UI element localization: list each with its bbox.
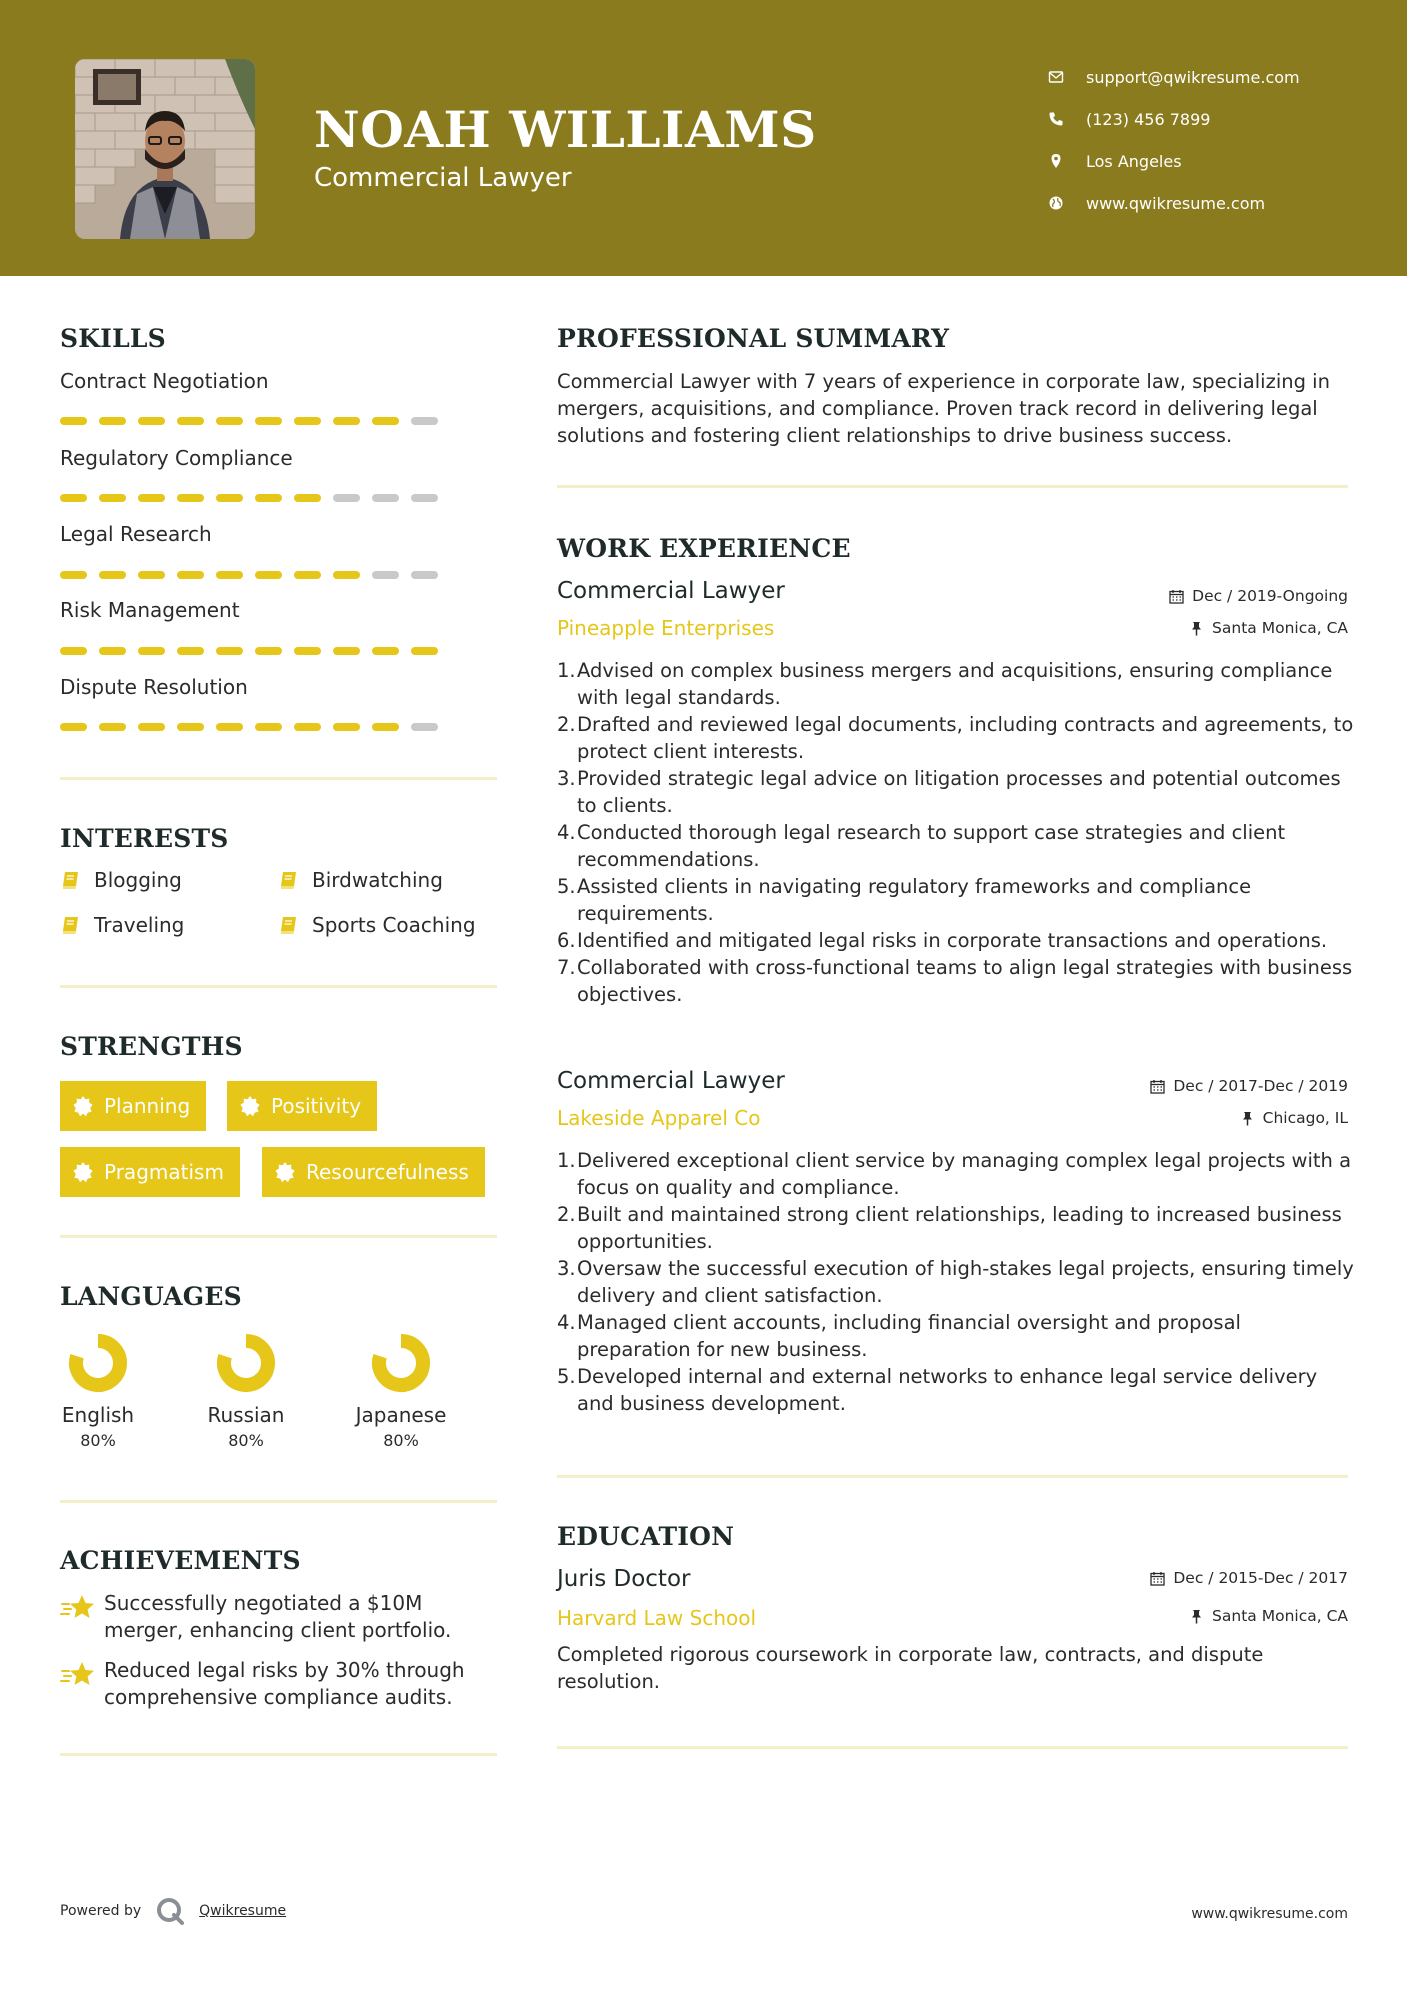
interest-item [60, 913, 184, 937]
language-percent: 80% [383, 1431, 419, 1450]
job-bullet-text: Advised on complex business mergers and acquisitions, ensuring compliance with legal standards. [577, 659, 1333, 709]
skill-dot-filled [138, 494, 165, 502]
star-icon [60, 1592, 96, 1624]
interest-label: Sports Coaching [312, 913, 476, 937]
job-dates [1150, 1077, 1348, 1095]
strength-label: Positivity [271, 1094, 362, 1118]
map-pin-icon [1048, 153, 1086, 169]
skill-dot-filled [99, 494, 126, 502]
contact-phone-text: (123) 456 7899 [1086, 109, 1211, 129]
strength-label: Pragmatism [104, 1160, 224, 1184]
language-item [38, 1331, 158, 1450]
education-location [1189, 1607, 1348, 1625]
skill-name: Regulatory Compliance [60, 446, 293, 470]
job-bullet-text: Conducted thorough legal research to support case strategies and client recommendations. [577, 821, 1286, 871]
globe-icon [1048, 195, 1086, 211]
skill-dot-filled [255, 723, 282, 731]
section-divider [557, 1475, 1348, 1478]
section-divider [60, 1235, 497, 1238]
interest-label: Blogging [94, 868, 182, 892]
skill-dot-filled [411, 647, 438, 655]
skill-dot-filled [216, 417, 243, 425]
language-name: Japanese [355, 1403, 447, 1427]
job-bullet: 2. Built and maintained strong client relationships, leading to increased business opportunities. [557, 1201, 1357, 1255]
languages-title: LANGUAGES [60, 1282, 242, 1311]
education-dates-text: Dec / 2015-Dec / 2017 [1173, 1569, 1348, 1587]
interest-item [278, 868, 443, 892]
calendar-icon [1150, 1571, 1165, 1586]
skill-dot-filled [60, 571, 87, 579]
job-title: Commercial Lawyer [557, 1068, 785, 1094]
skill-dot-filled [294, 647, 321, 655]
skill-dot-filled [177, 571, 204, 579]
book-icon [278, 914, 300, 936]
skill-rating [60, 494, 438, 502]
contact-website[interactable] [1048, 182, 1378, 224]
job-bullet: 1. Delivered exceptional client service by managing complex legal projects with a focus on quality and compliance. [557, 1147, 1357, 1201]
qwikresume-link[interactable]: Qwikresume [199, 1903, 287, 1919]
skill-dot-filled [294, 723, 321, 731]
job-bullet: 4. Conducted thorough legal research to support case strategies and client recommendations. [557, 819, 1357, 873]
achievement-text: Successfully negotiated a $10M merger, enhancing client portfolio. [104, 1591, 452, 1642]
achievements-title: ACHIEVEMENTS [60, 1546, 301, 1575]
skill-dot-empty [372, 494, 399, 502]
job-dates-text: Dec / 2017-Dec / 2019 [1173, 1077, 1348, 1095]
powered-by-label: Powered by [60, 1903, 142, 1919]
strength-tag [60, 1147, 240, 1197]
section-divider [60, 1753, 497, 1756]
language-gauge-arc [379, 1341, 423, 1385]
skill-dot-filled [294, 494, 321, 502]
skill-dot-filled [177, 723, 204, 731]
skill-dot-filled [372, 723, 399, 731]
skill-dot-filled [99, 723, 126, 731]
pushpin-icon [1189, 1609, 1204, 1624]
skill-dot-empty [333, 494, 360, 502]
skill-dot-filled [138, 571, 165, 579]
skill-dot-filled [372, 417, 399, 425]
footer-powered-by [60, 1896, 286, 1926]
skill-dot-filled [60, 647, 87, 655]
strength-tag [262, 1147, 485, 1197]
job-bullet-text: Collaborated with cross-functional teams to align legal strategies with business objectives. [577, 956, 1353, 1006]
job-bullet: 5. Developed internal and external networks to enhance legal service delivery and business development. [557, 1363, 1357, 1417]
pushpin-icon [1240, 1111, 1255, 1126]
school-name: Harvard Law School [557, 1606, 757, 1630]
language-item [186, 1331, 306, 1450]
language-gauge [214, 1331, 278, 1395]
job-location-text: Chicago, IL [1262, 1109, 1348, 1127]
experience-title: WORK EXPERIENCE [557, 534, 851, 563]
education-dates [1150, 1569, 1348, 1587]
star-icon [60, 1659, 96, 1691]
skill-dot-filled [333, 571, 360, 579]
job-bullet: 3. Provided strategic legal advice on litigation processes and potential outcomes to clients. [557, 765, 1357, 819]
qwikresume-logo-icon [155, 1896, 185, 1926]
skill-dot-filled [333, 723, 360, 731]
badge-icon [72, 1161, 94, 1183]
language-percent: 80% [228, 1431, 264, 1450]
candidate-role: Commercial Lawyer [314, 163, 572, 193]
contact-email[interactable] [1048, 56, 1378, 98]
interest-label: Birdwatching [312, 868, 443, 892]
skill-dot-filled [216, 571, 243, 579]
contact-location [1048, 140, 1378, 182]
job-bullet: 3. Oversaw the successful execution of high-stakes legal projects, ensuring timely delivery and client satisfaction. [557, 1255, 1357, 1309]
skill-dot-filled [255, 571, 282, 579]
summary-title: PROFESSIONAL SUMMARY [557, 324, 950, 353]
interests-title: INTERESTS [60, 824, 229, 853]
skill-dot-empty [411, 571, 438, 579]
book-icon [60, 869, 82, 891]
job-bullet: 7. Collaborated with cross-functional teams to align legal strategies with business objectives. [557, 954, 1357, 1008]
strength-tag [227, 1081, 377, 1131]
skill-dot-filled [372, 647, 399, 655]
skill-name: Dispute Resolution [60, 675, 248, 699]
section-divider [557, 1746, 1348, 1749]
language-name: Russian [207, 1403, 285, 1427]
skill-rating [60, 571, 438, 579]
job-bullet-text: Developed internal and external networks to enhance legal service delivery and business development. [577, 1365, 1318, 1415]
contact-location-text: Los Angeles [1086, 151, 1182, 171]
job-location-text: Santa Monica, CA [1212, 619, 1348, 637]
skill-name: Legal Research [60, 522, 212, 546]
skill-dot-empty [411, 723, 438, 731]
strength-label: Planning [104, 1094, 191, 1118]
skill-dot-empty [411, 494, 438, 502]
interest-item [278, 913, 476, 937]
education-description: Completed rigorous coursework in corporate law, contracts, and dispute resolution. [557, 1643, 1264, 1693]
skill-dot-filled [216, 723, 243, 731]
skill-dot-filled [60, 417, 87, 425]
skill-rating [60, 723, 438, 731]
skill-dot-filled [177, 647, 204, 655]
language-gauge [369, 1331, 433, 1395]
skill-rating [60, 417, 438, 425]
education-location-text: Santa Monica, CA [1212, 1607, 1348, 1625]
job-dates-text: Dec / 2019-Ongoing [1192, 587, 1348, 605]
book-icon [278, 869, 300, 891]
job-bullet: 2. Drafted and reviewed legal documents, including contracts and agreements, to protect client interests. [557, 711, 1357, 765]
calendar-icon [1169, 589, 1184, 604]
badge-icon [239, 1095, 261, 1117]
job-bullet-text: Built and maintained strong client relationships, leading to increased business opportunities. [577, 1203, 1342, 1253]
contact-phone[interactable] [1048, 98, 1378, 140]
skill-dot-filled [255, 494, 282, 502]
achievement-item [60, 1657, 500, 1711]
skill-dot-filled [255, 417, 282, 425]
language-gauge [66, 1331, 130, 1395]
contact-email-text: support@qwikresume.com [1086, 67, 1300, 87]
company-name: Lakeside Apparel Co [557, 1106, 761, 1130]
skill-dot-filled [294, 571, 321, 579]
skills-title: SKILLS [60, 324, 166, 353]
skill-dot-filled [216, 494, 243, 502]
skill-name: Contract Negotiation [60, 369, 269, 393]
skill-dot-empty [411, 417, 438, 425]
strength-tag [60, 1081, 206, 1131]
calendar-icon [1150, 1079, 1165, 1094]
skill-dot-filled [138, 647, 165, 655]
skill-dot-filled [99, 571, 126, 579]
job-bullet-text: Assisted clients in navigating regulatory frameworks and compliance requirements. [577, 875, 1252, 925]
skill-dot-filled [216, 647, 243, 655]
job-location [1189, 619, 1348, 637]
section-divider [60, 777, 497, 780]
resume-header [0, 0, 1407, 276]
skill-dot-filled [177, 417, 204, 425]
footer-url[interactable]: www.qwikresume.com [1191, 1906, 1348, 1922]
job-bullet-text: Drafted and reviewed legal documents, including contracts and agreements, to protect client interests. [577, 713, 1354, 763]
strengths-title: STRENGTHS [60, 1032, 243, 1061]
skill-dot-filled [333, 417, 360, 425]
section-divider [557, 485, 1348, 488]
skill-dot-empty [372, 571, 399, 579]
job-location [1240, 1109, 1348, 1127]
job-bullet: 5. Assisted clients in navigating regulatory frameworks and compliance requirements. [557, 873, 1357, 927]
summary-text: Commercial Lawyer with 7 years of experience in corporate law, specializing in mergers, acquisitions, and compliance. Proven track record in delivering legal solutions and fostering client relationships to drive business success. [557, 370, 1330, 447]
interest-label: Traveling [94, 913, 185, 937]
skill-dot-filled [99, 647, 126, 655]
section-divider [60, 1500, 497, 1503]
contact-website-text: www.qwikresume.com [1086, 193, 1266, 213]
section-divider [60, 985, 497, 988]
profile-photo [75, 59, 255, 239]
job-bullet: 6. Identified and mitigated legal risks in corporate transactions and operations. [557, 929, 1328, 952]
badge-icon [72, 1095, 94, 1117]
contact-list [1048, 56, 1378, 224]
job-bullets [557, 657, 1357, 1008]
language-name: English [61, 1403, 135, 1427]
job-bullet: 4. Managed client accounts, including financial oversight and proposal preparation for new business. [557, 1309, 1357, 1363]
skill-dot-filled [60, 723, 87, 731]
job-bullets [557, 1147, 1357, 1417]
language-gauge-arc [76, 1341, 120, 1385]
language-gauge-arc [224, 1341, 268, 1385]
strength-label: Resourcefulness [306, 1160, 469, 1184]
job-bullet: 1. Advised on complex business mergers and acquisitions, ensuring compliance with legal standards. [557, 657, 1357, 711]
skill-dot-filled [255, 647, 282, 655]
job-bullet-text: Oversaw the successful execution of high-stakes legal projects, ensuring timely delivery and client satisfaction. [577, 1257, 1354, 1307]
skill-dot-filled [177, 494, 204, 502]
skill-dot-filled [60, 494, 87, 502]
envelope-icon [1048, 69, 1086, 85]
skill-rating [60, 647, 438, 655]
skill-dot-filled [333, 647, 360, 655]
badge-icon [274, 1161, 296, 1183]
skill-name: Risk Management [60, 598, 240, 622]
phone-icon [1048, 111, 1086, 127]
skill-dot-filled [138, 417, 165, 425]
job-bullet-text: Identified and mitigated legal risks in corporate transactions and operations. [577, 929, 1328, 952]
skill-dot-filled [294, 417, 321, 425]
skill-dot-filled [99, 417, 126, 425]
company-name: Pineapple Enterprises [557, 616, 775, 640]
book-icon [60, 914, 82, 936]
education-title: EDUCATION [557, 1522, 735, 1551]
candidate-name: NOAH WILLIAMS [314, 100, 817, 159]
achievement-item [60, 1590, 500, 1644]
interest-item [60, 868, 182, 892]
job-dates [1169, 587, 1348, 605]
job-bullet-text: Provided strategic legal advice on litigation processes and potential outcomes to clients. [577, 767, 1341, 817]
degree-title: Juris Doctor [557, 1566, 691, 1592]
job-title: Commercial Lawyer [557, 578, 785, 604]
pushpin-icon [1189, 621, 1204, 636]
job-bullet-text: Managed client accounts, including financial oversight and proposal preparation for new business. [577, 1311, 1241, 1361]
language-percent: 80% [80, 1431, 116, 1450]
job-bullet-text: Delivered exceptional client service by managing complex legal projects with a focus on quality and compliance. [577, 1149, 1352, 1199]
achievement-text: Reduced legal risks by 30% through comprehensive compliance audits. [104, 1658, 465, 1709]
language-item [341, 1331, 461, 1450]
skill-dot-filled [138, 723, 165, 731]
